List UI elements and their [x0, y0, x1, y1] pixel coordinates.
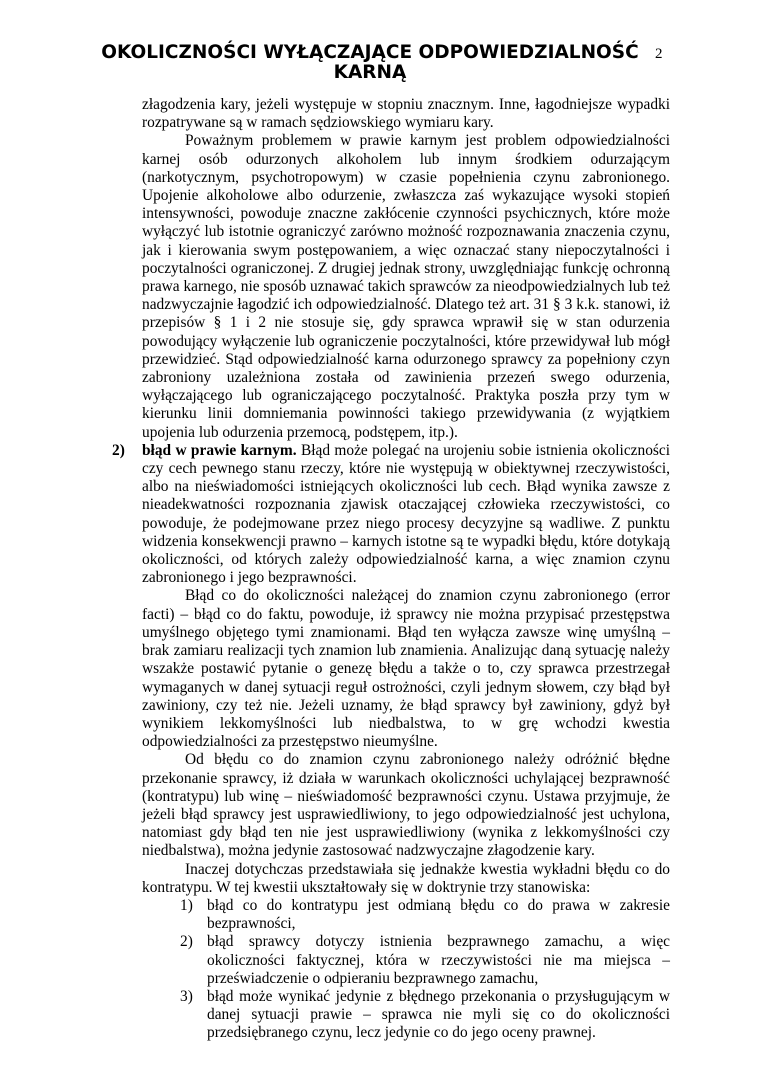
page-title: OKOLICZNOŚCI WYŁĄCZAJĄCE ODPOWIEDZIALNOŚĆ KARNĄ	[101, 42, 639, 83]
paragraph-doctrine: Inaczej dotychczas przedstawiała się jednakże kwestia wykładni błędu co do kontratypu. W tej kwestii ukształtowały się w doktrynie trzy stanowiska:	[142, 860, 670, 896]
paragraph-justification-error: Od błędu co do znamion czynu zabronionego należy odróżnić błędne przekonanie sprawcy, iż działa w warunkach okoliczności uchylającej bezprawność (kontratypu) lub winę – nieświadomość bezprawności czynu. Ustawa przyjmuje, że jeżeli błąd sprawcy jest usprawiedliwiony, to jego odpowiedzialność jest uchylona, natomiast gdy błąd ten nie jest usprawiedliwiony (wynika z lekkomyślności czy niedbalstwa), można jedynie zastosować nadzwyczajne złagodzenie kary.	[142, 751, 670, 860]
paragraph-error-facti: Błąd co do okoliczności należącej do znamion czynu zabronionego (error facti) – błąd co do faktu, powoduje, iż sprawcy nie można przypisać przestępstwa umyślnego objętego tymi znamionami. Błąd ten wyłącza zawsze winę umyślną – brak zamiaru realizacji tych znamion lub znamienia. Analizując daną sytuację należy wszakże postawić pytanie o genezę błędu a także o to, czy sprawca przestrzegał wymaganych w danej sytuacji reguł ostrożności, czyli jednym słowem, czy błąd był zawiniony, czy też nie. Jeżeli uznamy, że błąd sprawcy był zawiniony, gdyż był wynikiem lekkomyślności lub niedbalstwa, to w grę wchodzi kwestia odpowiedzialności za przestępstwo nieumyślne.	[142, 587, 670, 751]
list-item-error	[112, 441, 670, 588]
list-item-heading: błąd w prawie karnym.	[142, 441, 297, 459]
paragraph-intoxication: Poważnym problemem w prawie karnym jest problem odpowiedzialności karnej osób odurzonych alkoholem lub innym środkiem odurzającym (narkotycznym, psychotropowym) w czasie popełnienia czynu zabronionego. Upojenie alkoholowe albo odurzenie, zwłaszcza zaś wykazujące wysoki stopień intensywności, powoduje znaczne zakłócenie czynności psychicznych, które może wyłączyć lub istotnie ograniczyć zarówno możność rozpoznawania znaczenia czynu, jak i kierowania swym postępowaniem, a więc oznaczać stany niepoczytalności i poczytalności ograniczonej. Z drugiej jednak strony, uwzględniając funkcję ochronną prawa karnego, nie sposób uznawać takich sprawców za nieodpowiedzialnych lub też nadzwyczajnie łagodzić ich odpowiedzialność. Dlatego też art. 31 § 3 k.k. stanowi, iż przepisów § 1 i 2 nie stosuje się, gdy sprawca wprawił się w stan odurzenia powodujący wyłączenie lub ograniczenie poczytalności, które przewidywał lub mógł przewidzieć. Stąd odpowiedzialność karna odurzonego sprawcy za popełniony czyn zabroniony uzależniona została od zawinienia przezeń swego odurzenia, wyłączającego lub ograniczającego poczytalność. Praktyka poszła przy tym w kierunku linii domniemania powinności takiego przewidywania (z wyjątkiem upojenia lub odurzenia przemocą, podstępem, itp.).	[142, 132, 670, 441]
list-item	[142, 933, 670, 988]
list-item-text: błąd może wynikać jedynie z błędnego przekonania o przysługującym w danej sytuacji prawie – sprawca nie myli się co do okoliczności przedsiębranego czynu, lecz jedynie co do jego oceny prawnej.	[207, 987, 670, 1042]
list-item-number: 3)	[180, 987, 193, 1005]
list-item	[142, 988, 670, 1043]
list-item-text: błąd sprawcy dotyczy istnienia bezprawnego zamachu, a więc okoliczności faktycznej, która w rzeczywistości nie ma miejsca – przeświadczenie o odpieraniu bezprawnego zamachu,	[207, 933, 670, 987]
list-item-number: 2)	[180, 933, 193, 951]
list-item-text: Błąd może polegać na urojeniu sobie istnienia okoliczności czy cech pewnego stanu rzeczy, które nie występują w obiektywnej rzeczywistości, albo na nieświadomości istniejących okoliczności lub cech. Błąd wynika zawsze z nieadekwatności rozpoznania zjawisk otaczającej człowieka rzeczywistości, co powoduje, że podejmowane przez niego procesy decyzyjne są wadliwe. Z punktu widzenia konsekwencji prawno – karnych istotne są te wypadki błędu, które dotykają okoliczności, od których zależy odpowiedzialność karna, a więc znamion czynu zabronionego i jego bezprawności.	[142, 441, 670, 587]
paragraph-continuation: złagodzenia kary, jeżeli występuje w stopniu znacznym. Inne, łagodniejsze wypadki rozpatrywane są w ramach sędziowskiego wymiaru kary.	[142, 96, 670, 132]
list-item	[142, 897, 670, 933]
document-body	[112, 96, 670, 1043]
list-item-number: 1)	[180, 896, 193, 914]
list-item-text: błąd co do kontratypu jest odmianą błędu co do prawa w zakresie bezprawności,	[207, 896, 670, 933]
page-number: 2	[655, 46, 663, 62]
list-item-number: 2)	[112, 441, 125, 459]
